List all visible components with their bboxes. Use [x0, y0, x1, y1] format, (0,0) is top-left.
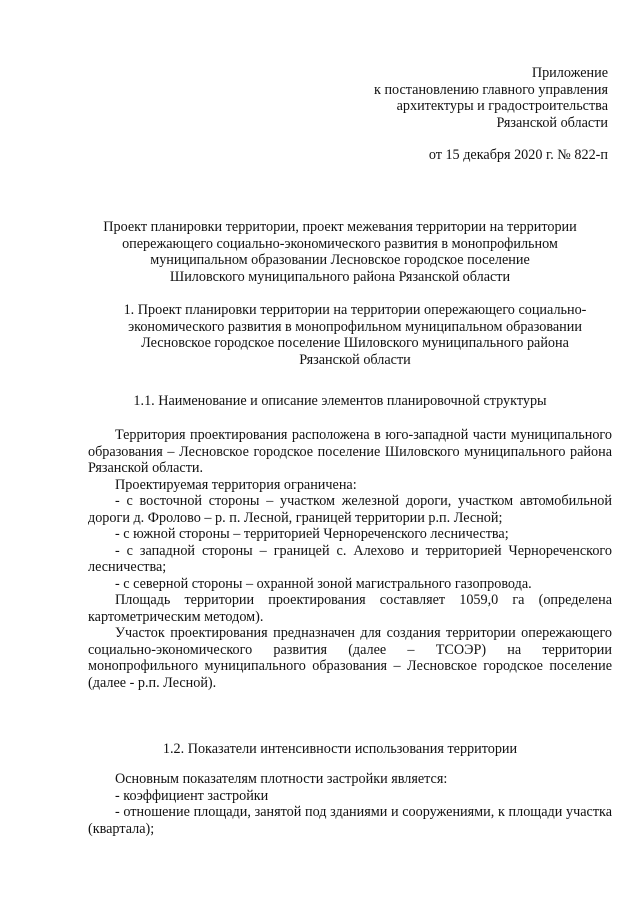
subsection-1-2-body — [88, 771, 612, 837]
appendix-line: Приложение — [531, 65, 608, 81]
paragraph: - с северной стороны – охранной зоной магистрального газопровода. — [115, 575, 532, 592]
section-1-heading — [90, 302, 620, 368]
subsection-1-1-body — [88, 427, 612, 691]
subsection-1-2-heading: 1.2. Показатели интенсивности использования территории — [162, 741, 518, 757]
paragraph: Участок проектирования предназначен для создания территории опережающего социально-экономического развития (далее – ТСОЭР) на территории монопрофильного муниципального образования – Лесновское городское поселение (далее - р.п. Лесной). — [88, 625, 612, 691]
section-heading-line: экономического развития в монопрофильном муниципальном образовании — [128, 318, 582, 335]
section-heading-line: Лесновское городское поселение Шиловского муниципального района — [141, 335, 569, 351]
order-reference: от 15 декабря 2020 г. № 822-п — [428, 147, 608, 163]
paragraph: - с восточной стороны – участком железной дороги, участком автомобильной дороги д. Фролово – р. п. Лесной, границей территории р.п. Лесной; — [88, 493, 612, 526]
paragraph: - с западной стороны – границей с. Алехово и территорией Чернореченского лесничества; — [88, 542, 612, 575]
appendix-header — [374, 65, 608, 131]
appendix-line: архитектуры и градостроительства — [396, 98, 608, 114]
paragraph: Основным показателям плотности застройки является: — [115, 771, 448, 787]
appendix-line: к постановлению главного управления — [374, 81, 608, 98]
subsection-1-1-heading: 1.1. Наименование и описание элементов планировочной структуры — [133, 393, 547, 409]
appendix-line: Рязанской области — [496, 114, 608, 131]
paragraph: Площадь территории проектирования составляет 1059,0 га (определена картометрическим методом). — [88, 592, 612, 625]
paragraph: - с южной стороны – территорией Чернореченского лесничества; — [115, 526, 509, 542]
document-title — [60, 219, 620, 285]
paragraph: - отношение площади, занятой под зданиями и сооружениями, к площади участка (квартала); — [88, 804, 612, 837]
paragraph: Территория проектирования расположена в юго-западной части муниципального образования – Лесновское городское поселение Шиловского муниципального района Рязанской области. — [88, 427, 612, 476]
title-line: Проект планировки территории, проект межевания территории на территории — [103, 219, 577, 235]
title-line: Шиловского муниципального района Рязанской области — [169, 268, 511, 285]
section-heading-line: Рязанской области — [299, 351, 411, 368]
paragraph: Проектируемая территория ограничена: — [115, 476, 357, 493]
title-line: муниципальном образовании Лесновское городское поселение — [150, 252, 530, 268]
section-heading-line: 1. Проект планировки территории на территории опережающего социально- — [123, 302, 587, 318]
title-line: опережающего социально-экономического развития в монопрофильном — [122, 235, 558, 252]
paragraph: - коэффициент застройки — [115, 787, 269, 804]
